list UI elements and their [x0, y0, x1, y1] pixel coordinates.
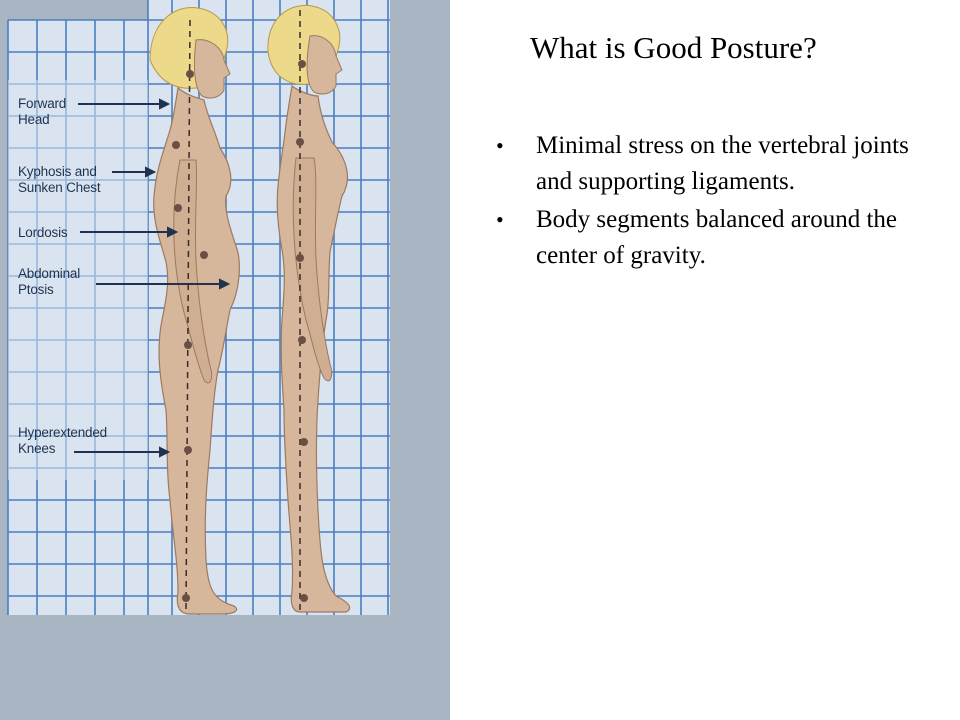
- bullet-list: [496, 128, 936, 276]
- slide-title: What is Good Posture?: [530, 30, 817, 65]
- label-lordosis: Lordosis: [18, 225, 68, 240]
- bullet-item: [496, 202, 936, 274]
- label-forward-head: Forward Head: [18, 96, 67, 127]
- posture-diagram: [0, 0, 450, 720]
- bullet-text: Minimal stress on the vertebral joints and supporting ligaments.: [536, 132, 909, 195]
- bullet-item: [496, 128, 936, 200]
- label-abdominal-ptosis: Abdominal Ptosis: [18, 266, 80, 297]
- bullet-text: Body segments balanced around the center of gravity.: [536, 206, 898, 269]
- bullet-dot-icon: •: [496, 207, 504, 232]
- posture-illustration: [0, 0, 450, 720]
- bullet-dot-icon: •: [496, 133, 504, 158]
- label-hyperextended-knees: Hyperextended Knees: [18, 425, 107, 456]
- label-kyphosis: Kyphosis and Sunken Chest: [18, 164, 101, 195]
